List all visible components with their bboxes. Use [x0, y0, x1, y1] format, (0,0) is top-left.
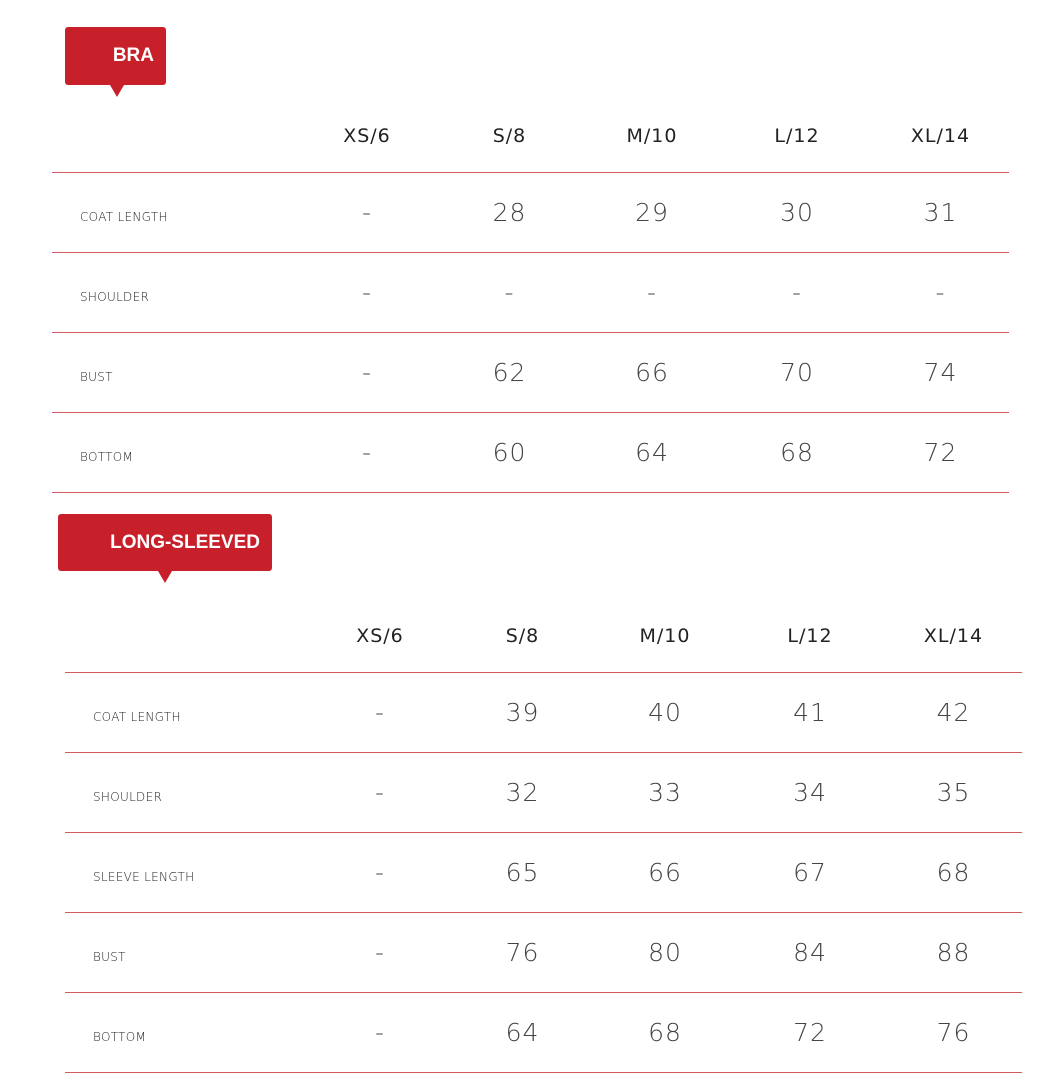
measurement-value: 29 [582, 173, 722, 253]
measurement-value: 66 [582, 333, 722, 413]
measurement-value: - [722, 253, 872, 333]
table-row [52, 253, 1009, 333]
bra-section-tag [65, 27, 166, 85]
size-column-header: XS/6 [310, 600, 450, 673]
long-sleeved-tag-label: LONG-SLEEVED [110, 531, 260, 553]
measurement-label: SHOULDER [52, 253, 297, 333]
measurement-value: 28 [437, 173, 582, 253]
measurement-value: 64 [582, 413, 722, 493]
measurement-value: - [297, 173, 437, 253]
table-row [65, 673, 1022, 753]
measurement-value: - [437, 253, 582, 333]
measurement-value: 68 [595, 993, 735, 1073]
measurement-value: 39 [450, 673, 595, 753]
measurement-value: 31 [872, 173, 1009, 253]
measurement-value: - [310, 833, 450, 913]
measurement-value: 68 [722, 413, 872, 493]
measurement-value: 72 [735, 993, 885, 1073]
table-row [65, 913, 1022, 993]
measurement-value: - [310, 673, 450, 753]
measurement-value: 32 [450, 753, 595, 833]
measurement-value: 42 [885, 673, 1022, 753]
bra-tag-label: BRA [112, 45, 154, 66]
size-column-header: M/10 [582, 100, 722, 173]
measurement-value: 64 [450, 993, 595, 1073]
measurement-label: SLEEVE LENGTH [65, 833, 310, 913]
long-sleeved-size-table [65, 600, 1022, 1073]
size-column-header: L/12 [735, 600, 885, 673]
measurement-value: 62 [437, 333, 582, 413]
measurement-label: BUST [52, 333, 297, 413]
header-row [65, 600, 1022, 673]
measurement-value: - [297, 333, 437, 413]
measurement-value: - [297, 253, 437, 333]
measurement-label: SHOULDER [65, 753, 310, 833]
table-row [65, 993, 1022, 1073]
size-column-header: M/10 [595, 600, 735, 673]
measurement-value: 84 [735, 913, 885, 993]
measurement-value: 66 [595, 833, 735, 913]
measurement-value: 88 [885, 913, 1022, 993]
measurement-value: 68 [885, 833, 1022, 913]
measurement-label: BOTTOM [52, 413, 297, 493]
corner-header [65, 600, 310, 673]
long-sleeved-section-tag [58, 514, 272, 571]
size-column-header: S/8 [450, 600, 595, 673]
measurement-value: 35 [885, 753, 1022, 833]
header-row [52, 100, 1009, 173]
measurement-value: 80 [595, 913, 735, 993]
table-row [65, 833, 1022, 913]
measurement-value: 34 [735, 753, 885, 833]
measurement-value: 30 [722, 173, 872, 253]
table-row [52, 413, 1009, 493]
size-column-header: L/12 [722, 100, 872, 173]
table-row [52, 333, 1009, 413]
measurement-value: - [582, 253, 722, 333]
measurement-value: 40 [595, 673, 735, 753]
measurement-value: 60 [437, 413, 582, 493]
size-column-header: XS/6 [297, 100, 437, 173]
measurement-value: - [310, 913, 450, 993]
size-column-header: XL/14 [872, 100, 1009, 173]
measurement-value: 70 [722, 333, 872, 413]
size-column-header: S/8 [437, 100, 582, 173]
measurement-value: 72 [872, 413, 1009, 493]
table-row [52, 173, 1009, 253]
measurement-label: BUST [65, 913, 310, 993]
measurement-value: 76 [450, 913, 595, 993]
size-column-header: XL/14 [885, 600, 1022, 673]
bra-size-table [52, 100, 1009, 493]
measurement-label: BOTTOM [65, 993, 310, 1073]
measurement-value: - [297, 413, 437, 493]
table-row [65, 753, 1022, 833]
measurement-value: - [872, 253, 1009, 333]
measurement-value: 33 [595, 753, 735, 833]
corner-header [52, 100, 297, 173]
measurement-label: COAT LENGTH [65, 673, 310, 753]
measurement-value: - [310, 993, 450, 1073]
measurement-value: 67 [735, 833, 885, 913]
measurement-value: 76 [885, 993, 1022, 1073]
measurement-value: - [310, 753, 450, 833]
measurement-label: COAT LENGTH [52, 173, 297, 253]
measurement-value: 65 [450, 833, 595, 913]
measurement-value: 41 [735, 673, 885, 753]
measurement-value: 74 [872, 333, 1009, 413]
